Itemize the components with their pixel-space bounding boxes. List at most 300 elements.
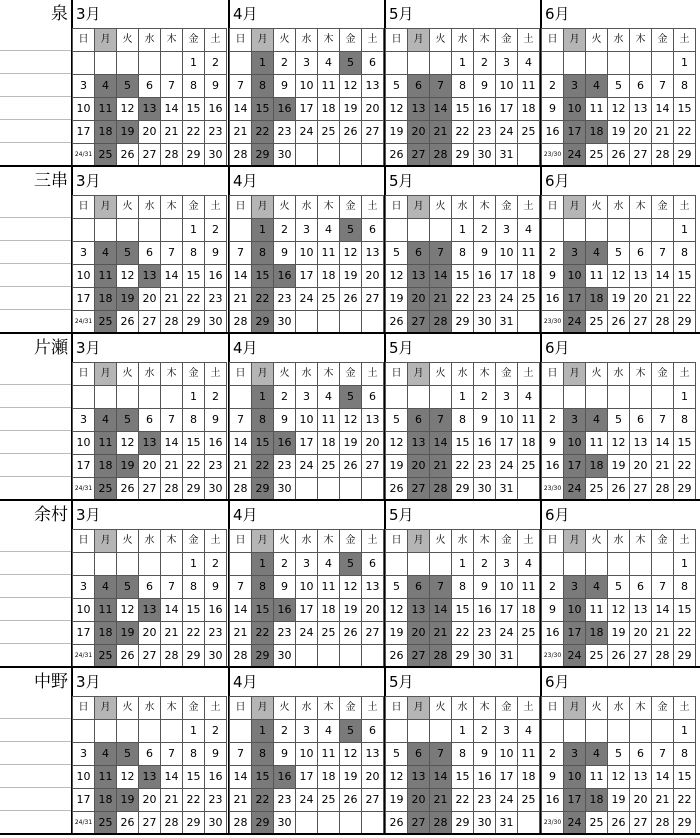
weekday-header: 土: [362, 363, 384, 386]
day-cell: 29: [252, 144, 274, 167]
day-cell: 13: [630, 766, 652, 789]
day-cell: 8: [183, 75, 205, 98]
week-row: [542, 121, 696, 144]
day-cell: 27: [139, 478, 161, 501]
day-cell: 29: [252, 311, 274, 334]
day-cell: 9: [205, 743, 227, 766]
week-row: [73, 576, 227, 599]
month-grid: [72, 28, 227, 167]
weekday-header: 土: [205, 530, 227, 553]
day-cell: 28: [161, 645, 183, 668]
day-cell: 15: [674, 599, 696, 622]
weekday-header-row: [73, 363, 227, 386]
day-cell: 19: [386, 622, 408, 645]
day-cell: 26: [340, 789, 362, 812]
month-grid: [541, 696, 696, 835]
week-row: [386, 766, 540, 789]
day-cell: 5: [386, 743, 408, 766]
day-cell: 21: [652, 455, 674, 478]
day-cell: 17: [496, 432, 518, 455]
day-cell: 2: [542, 576, 564, 599]
weekday-header: 日: [73, 196, 95, 219]
empty-cell: [608, 219, 630, 242]
day-cell: 21: [230, 789, 252, 812]
day-cell: 12: [117, 265, 139, 288]
day-cell: 5: [117, 743, 139, 766]
day-cell: 20: [362, 98, 384, 121]
day-cell: 8: [452, 75, 474, 98]
day-cell: 20: [630, 622, 652, 645]
week-row: [542, 75, 696, 98]
day-cell: 10: [73, 766, 95, 789]
weekday-header: 土: [518, 196, 540, 219]
day-cell: 19: [340, 432, 362, 455]
day-cell: 2: [474, 553, 496, 576]
day-cell: 26: [117, 812, 139, 835]
weekday-header: 月: [564, 196, 586, 219]
week-row: [230, 455, 384, 478]
week-row: [230, 766, 384, 789]
weekday-header: 火: [117, 530, 139, 553]
empty-cell: [408, 720, 430, 743]
month-grid: [229, 28, 384, 167]
empty-cell: [73, 219, 95, 242]
day-cell: 17: [296, 599, 318, 622]
weekday-header: 月: [95, 29, 117, 52]
day-cell: 15: [183, 98, 205, 121]
day-cell: 21: [430, 121, 452, 144]
empty-cell: [586, 52, 608, 75]
weekday-header: 土: [362, 196, 384, 219]
day-cell: 24: [564, 645, 586, 668]
day-cell: 17: [496, 98, 518, 121]
day-cell: 16: [474, 766, 496, 789]
day-cell: 26: [340, 622, 362, 645]
day-cell: 2: [542, 743, 564, 766]
day-cell: 29: [183, 144, 205, 167]
empty-cell: [652, 52, 674, 75]
week-row: [73, 52, 227, 75]
day-cell: 7: [652, 75, 674, 98]
day-cell: 18: [586, 622, 608, 645]
week-row: [73, 386, 227, 409]
day-cell: 6: [362, 553, 384, 576]
weekday-header: 日: [386, 697, 408, 720]
empty-cell: [408, 386, 430, 409]
day-cell: 15: [252, 432, 274, 455]
day-cell: 11: [95, 599, 117, 622]
day-cell: 11: [95, 265, 117, 288]
weekday-header: 火: [117, 29, 139, 52]
weekday-header: 水: [296, 196, 318, 219]
week-row: [386, 789, 540, 812]
day-cell: 2: [474, 52, 496, 75]
weekday-header: 月: [564, 363, 586, 386]
day-cell: 25: [318, 455, 340, 478]
day-cell: 15: [183, 766, 205, 789]
day-cell: 18: [95, 121, 117, 144]
day-cell: 24/31: [73, 144, 95, 167]
day-cell: 30: [274, 311, 296, 334]
week-row: [73, 720, 227, 743]
day-cell: 27: [362, 789, 384, 812]
day-cell: 1: [452, 553, 474, 576]
day-cell: 16: [274, 432, 296, 455]
day-cell: 15: [452, 599, 474, 622]
day-cell: 28: [430, 478, 452, 501]
day-cell: 8: [674, 743, 696, 766]
day-cell: 16: [542, 455, 564, 478]
day-cell: 9: [274, 743, 296, 766]
week-row: [386, 812, 540, 835]
weekday-header: 金: [652, 697, 674, 720]
day-cell: 3: [564, 576, 586, 599]
row-gutter: [0, 264, 72, 287]
weekday-header: 日: [386, 196, 408, 219]
day-cell: 3: [564, 75, 586, 98]
day-cell: 14: [652, 432, 674, 455]
day-cell: 25: [318, 789, 340, 812]
day-cell: 2: [542, 75, 564, 98]
empty-cell: [386, 386, 408, 409]
row-gutter: [0, 575, 72, 598]
empty-cell: [139, 720, 161, 743]
day-cell: 2: [542, 409, 564, 432]
day-cell: 11: [318, 576, 340, 599]
day-cell: 13: [630, 599, 652, 622]
weekday-header: 火: [586, 29, 608, 52]
day-cell: 5: [386, 75, 408, 98]
weekday-header-row: [386, 29, 540, 52]
day-cell: 6: [139, 576, 161, 599]
month-grid: [385, 696, 540, 835]
day-cell: 11: [586, 432, 608, 455]
week-row: [73, 144, 227, 167]
day-cell: 10: [296, 576, 318, 599]
day-cell: 10: [296, 409, 318, 432]
month-grid: [229, 362, 384, 501]
weekday-header: 木: [474, 29, 496, 52]
empty-cell: [139, 553, 161, 576]
day-cell: 5: [608, 576, 630, 599]
day-cell: 28: [161, 478, 183, 501]
week-row: [386, 409, 540, 432]
day-cell: 9: [542, 766, 564, 789]
day-cell: 18: [95, 288, 117, 311]
day-cell: 10: [73, 98, 95, 121]
weekday-header: 水: [139, 697, 161, 720]
empty-cell: [630, 219, 652, 242]
weekday-header: 金: [183, 363, 205, 386]
week-row: [73, 553, 227, 576]
day-cell: 1: [452, 720, 474, 743]
weekday-header: 水: [452, 697, 474, 720]
weekday-header-row: [386, 363, 540, 386]
day-cell: 28: [652, 311, 674, 334]
row-gutter: [0, 788, 72, 811]
day-cell: 13: [362, 75, 384, 98]
weekday-header: 金: [652, 196, 674, 219]
day-cell: 28: [230, 478, 252, 501]
day-cell: 14: [161, 98, 183, 121]
weekday-header: 木: [630, 363, 652, 386]
empty-cell: [340, 144, 362, 167]
day-cell: 24: [564, 311, 586, 334]
location-block: [0, 0, 700, 167]
day-cell: 24: [296, 455, 318, 478]
day-cell: 16: [542, 288, 564, 311]
month-title: 3月: [76, 172, 101, 190]
weekday-header-row: [542, 363, 696, 386]
week-row: [542, 144, 696, 167]
weekday-header: 月: [408, 697, 430, 720]
day-cell: 9: [205, 242, 227, 265]
day-cell: 14: [652, 98, 674, 121]
empty-cell: [95, 386, 117, 409]
empty-cell: [652, 386, 674, 409]
day-cell: 17: [296, 98, 318, 121]
day-cell: 19: [117, 121, 139, 144]
empty-cell: [542, 720, 564, 743]
empty-cell: [73, 386, 95, 409]
weekday-header: 水: [139, 196, 161, 219]
day-cell: 9: [274, 75, 296, 98]
day-cell: 18: [318, 432, 340, 455]
day-cell: 6: [362, 386, 384, 409]
weekday-header: 月: [95, 363, 117, 386]
day-cell: 14: [652, 599, 674, 622]
empty-cell: [139, 219, 161, 242]
day-cell: 25: [518, 789, 540, 812]
day-cell: 15: [252, 766, 274, 789]
day-cell: 12: [117, 599, 139, 622]
month-grid: [72, 362, 227, 501]
month-title: 5月: [389, 339, 414, 357]
day-cell: 3: [296, 553, 318, 576]
day-cell: 12: [608, 98, 630, 121]
empty-cell: [117, 219, 139, 242]
day-cell: 5: [608, 242, 630, 265]
day-cell: 18: [586, 789, 608, 812]
month-grid: [72, 696, 227, 835]
row-gutter: [0, 742, 72, 765]
day-cell: 11: [318, 743, 340, 766]
day-cell: 26: [386, 144, 408, 167]
day-cell: 18: [318, 599, 340, 622]
day-cell: 1: [252, 553, 274, 576]
row-gutter: [0, 765, 72, 788]
day-cell: 17: [296, 766, 318, 789]
week-row: [73, 121, 227, 144]
weekday-header: 金: [183, 29, 205, 52]
day-cell: 13: [408, 265, 430, 288]
day-cell: 28: [430, 144, 452, 167]
day-cell: 8: [183, 409, 205, 432]
day-cell: 18: [586, 288, 608, 311]
weekday-header: 水: [296, 530, 318, 553]
day-cell: 29: [183, 478, 205, 501]
day-cell: 6: [630, 743, 652, 766]
weekday-header: 木: [318, 697, 340, 720]
day-cell: 13: [408, 599, 430, 622]
day-cell: 25: [518, 288, 540, 311]
week-row: [73, 455, 227, 478]
day-cell: 22: [674, 288, 696, 311]
week-row: [73, 98, 227, 121]
weekday-header-row: [73, 530, 227, 553]
empty-cell: [430, 553, 452, 576]
day-cell: 8: [452, 743, 474, 766]
weekday-header-row: [230, 196, 384, 219]
empty-cell: [564, 386, 586, 409]
week-row: [542, 789, 696, 812]
day-cell: 1: [183, 720, 205, 743]
day-cell: 26: [386, 812, 408, 835]
day-cell: 24: [496, 288, 518, 311]
weekday-header: 日: [73, 363, 95, 386]
day-cell: 2: [274, 52, 296, 75]
day-cell: 21: [430, 622, 452, 645]
empty-cell: [652, 219, 674, 242]
weekday-header: 金: [183, 196, 205, 219]
weekday-header-row: [386, 697, 540, 720]
month-title: 5月: [389, 172, 414, 190]
week-row: [542, 766, 696, 789]
day-cell: 6: [630, 75, 652, 98]
location-block: [0, 167, 700, 334]
weekday-header: 月: [408, 196, 430, 219]
day-cell: 17: [296, 265, 318, 288]
day-cell: 7: [430, 743, 452, 766]
day-cell: 12: [608, 766, 630, 789]
day-cell: 28: [430, 311, 452, 334]
day-cell: 20: [139, 622, 161, 645]
weekday-header: 土: [518, 29, 540, 52]
empty-cell: [117, 386, 139, 409]
weekday-header: 木: [318, 363, 340, 386]
day-cell: 24: [564, 144, 586, 167]
day-cell: 23: [205, 455, 227, 478]
day-cell: 7: [230, 75, 252, 98]
day-cell: 31: [496, 144, 518, 167]
day-cell: 21: [161, 455, 183, 478]
location-block: [0, 334, 700, 501]
day-cell: 2: [205, 553, 227, 576]
day-cell: 27: [630, 812, 652, 835]
day-cell: 7: [230, 743, 252, 766]
day-cell: 4: [586, 409, 608, 432]
day-cell: 9: [274, 576, 296, 599]
day-cell: 6: [139, 743, 161, 766]
empty-cell: [161, 720, 183, 743]
day-cell: 2: [205, 52, 227, 75]
weekday-header: 日: [542, 363, 564, 386]
day-cell: 19: [386, 789, 408, 812]
day-cell: 26: [117, 144, 139, 167]
week-row: [386, 144, 540, 167]
weekday-header-row: [542, 196, 696, 219]
day-cell: 22: [252, 789, 274, 812]
day-cell: 13: [408, 98, 430, 121]
day-cell: 1: [452, 386, 474, 409]
day-cell: 24: [564, 812, 586, 835]
day-cell: 14: [230, 98, 252, 121]
day-cell: 12: [386, 432, 408, 455]
day-cell: 22: [252, 288, 274, 311]
day-cell: 7: [652, 409, 674, 432]
day-cell: 16: [205, 432, 227, 455]
day-cell: 4: [318, 386, 340, 409]
day-cell: 4: [518, 52, 540, 75]
weekday-header-row: [73, 29, 227, 52]
day-cell: 8: [452, 242, 474, 265]
weekday-header: 水: [296, 29, 318, 52]
week-row: [542, 288, 696, 311]
weekday-header: 水: [608, 196, 630, 219]
day-cell: 27: [139, 645, 161, 668]
week-row: [230, 52, 384, 75]
weekday-header: 金: [652, 29, 674, 52]
day-cell: 1: [252, 52, 274, 75]
empty-cell: [518, 645, 540, 668]
day-cell: 11: [518, 409, 540, 432]
day-cell: 1: [674, 553, 696, 576]
day-cell: 18: [95, 622, 117, 645]
week-row: [542, 386, 696, 409]
day-cell: 26: [608, 812, 630, 835]
month-title: 4月: [233, 5, 258, 23]
day-cell: 5: [386, 576, 408, 599]
day-cell: 20: [408, 455, 430, 478]
weekday-header: 水: [608, 697, 630, 720]
row-gutter: [0, 195, 72, 218]
empty-cell: [542, 52, 564, 75]
day-cell: 6: [362, 720, 384, 743]
day-cell: 16: [542, 121, 564, 144]
day-cell: 14: [161, 766, 183, 789]
week-row: [542, 98, 696, 121]
day-cell: 24/31: [73, 812, 95, 835]
day-cell: 23: [205, 121, 227, 144]
day-cell: 2: [274, 720, 296, 743]
weekday-header: 土: [362, 29, 384, 52]
day-cell: 16: [274, 265, 296, 288]
day-cell: 24/31: [73, 311, 95, 334]
day-cell: 23: [274, 288, 296, 311]
day-cell: 19: [608, 789, 630, 812]
weekday-header: 木: [318, 530, 340, 553]
day-cell: 29: [183, 812, 205, 835]
day-cell: 19: [340, 98, 362, 121]
week-row: [230, 311, 384, 334]
weekday-header: 火: [586, 530, 608, 553]
day-cell: 24: [296, 121, 318, 144]
week-row: [230, 622, 384, 645]
empty-cell: [340, 645, 362, 668]
day-cell: 26: [608, 311, 630, 334]
day-cell: 3: [496, 219, 518, 242]
weekday-header: 日: [230, 530, 252, 553]
empty-cell: [362, 645, 384, 668]
weekday-header: 土: [674, 363, 696, 386]
location-name: 余村: [34, 505, 68, 525]
day-cell: 30: [205, 144, 227, 167]
day-cell: 7: [161, 576, 183, 599]
day-cell: 6: [408, 576, 430, 599]
day-cell: 27: [630, 478, 652, 501]
empty-cell: [518, 311, 540, 334]
day-cell: 28: [230, 144, 252, 167]
